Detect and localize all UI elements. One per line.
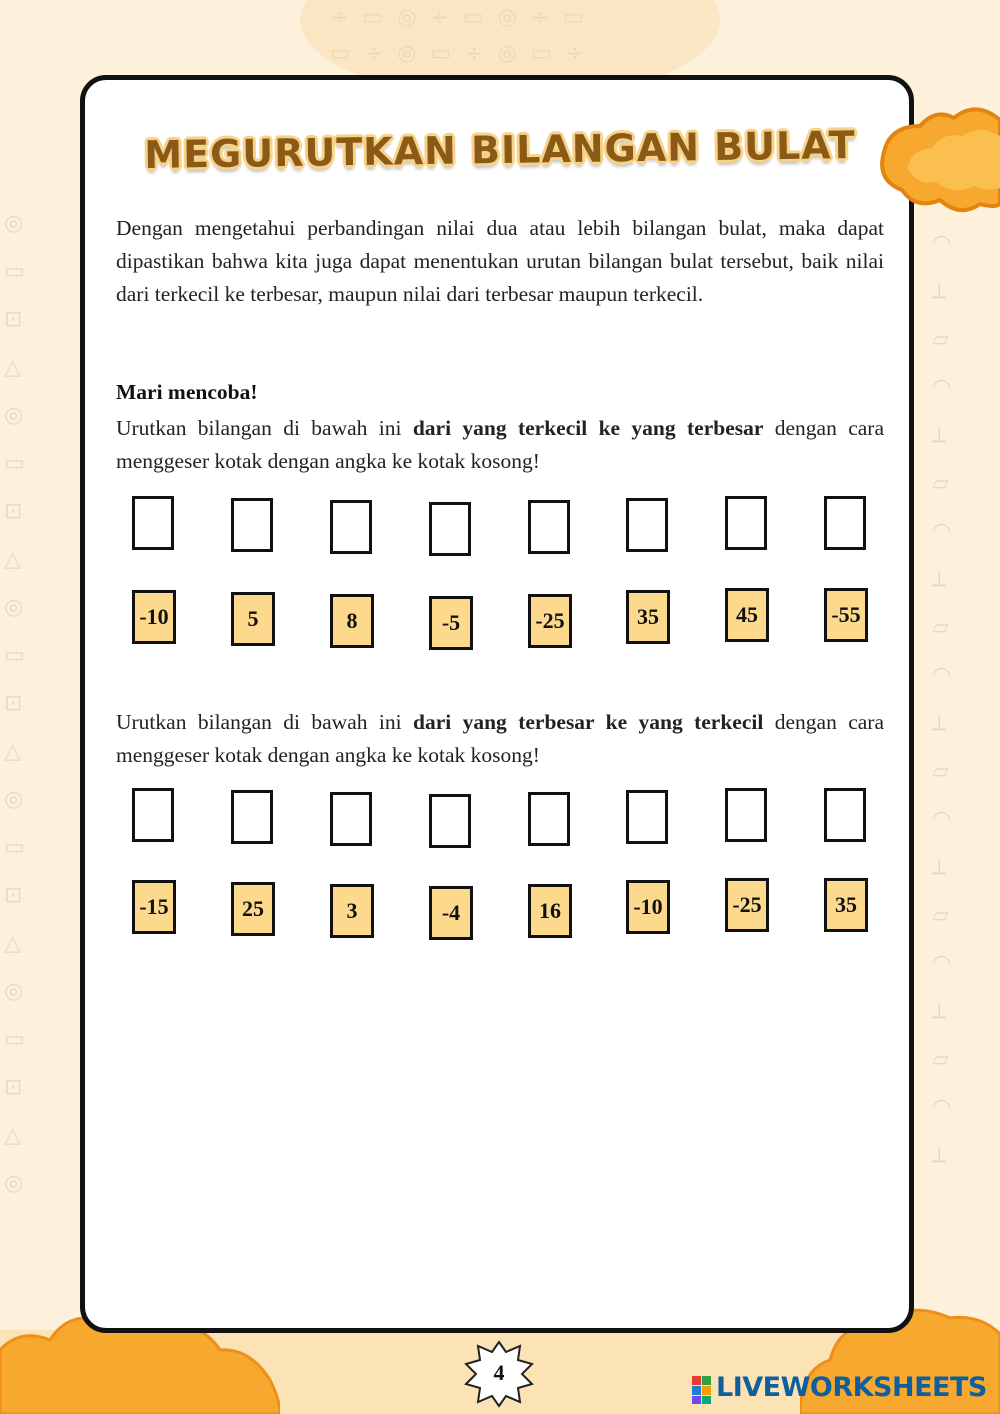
exercise1-drop-slot[interactable] [330,500,372,554]
exercise1-number-tile[interactable]: 5 [231,592,275,646]
exercise2-drop-slot[interactable] [132,788,174,842]
page-title: MEGURUTKAN BILANGAN BULAT [144,123,856,177]
exercise2-number-tile[interactable]: -25 [725,878,769,932]
liveworksheets-logo-icon [692,1376,712,1404]
exercise2-drop-slot[interactable] [330,792,372,846]
exercise1-number-tile[interactable]: 35 [626,590,670,644]
exercise1-instruction-bold: dari yang terkecil ke yang terbesar [412,416,764,440]
math-pattern-left: ◎ ▭ ⊡ △ ◎ ▭ ⊡ △ ◎ ▭ ⊡ △ ◎ ▭ ⊡ △ ◎ ▭ ⊡ △ ◎ [4,211,25,1196]
page-number: 4 [493,1360,505,1385]
exercise2-instruction-bold: dari yang terbesar ke yang terkecil [412,710,764,734]
exercise1-drop-slot[interactable] [231,498,273,552]
math-pattern-top: ÷ ▭ ◎ ÷ ▭ ◎ ÷ ▭ ▭ ÷ ◎ ▭ ÷ ◎ ▭ ÷ [330,5,584,66]
exercise1-drop-slot[interactable] [528,500,570,554]
exercise1-drop-slot[interactable] [725,496,767,550]
exercise1-number-tile[interactable]: -25 [528,594,572,648]
exercise1-drop-slot[interactable] [132,496,174,550]
exercise2-number-tile[interactable]: 3 [330,884,374,938]
exercise1-number-tile[interactable]: 45 [725,588,769,642]
exercise1-number-tile[interactable]: -5 [429,596,473,650]
exercise2-number-tile[interactable]: -10 [626,880,670,934]
exercise2-instruction-post: dengan cara menggeser kotak dengan angka ke kotak kosong! [116,710,885,767]
exercise1-instruction-pre: Urutkan bilangan di bawah ini [116,416,413,440]
exercise1-number-tile[interactable]: -10 [132,590,176,644]
exercise1-number-tile[interactable]: 8 [330,594,374,648]
brand-wordmark[interactable]: LIVEWORKSHEETS [716,1372,987,1403]
exercise2-number-tile[interactable]: 35 [824,878,868,932]
exercise2-drop-slot[interactable] [429,794,471,848]
exercise1-instruction [116,412,884,478]
exercise1-instruction-post: dengan cara menggeser kotak dengan angka ke kotak kosong! [116,416,884,473]
intro-paragraph: Dengan mengetahui perbandingan nilai dua atau lebih bilangan bulat, maka dapat dipastikan bahwa kita juga dapat menentukan urutan bilangan bulat tersebut, baik nilai dari terkecil ke terbesar, maupun nilai dari terbesar maupun terkecil. [116,216,884,306]
exercise2-drop-slot[interactable] [528,792,570,846]
math-pattern-right: ◠ ⟂ ▱ ◠ ⟂ ▱ ◠ ⟂ ▱ ◠ ⟂ ▱ ◠ ⟂ ▱ ◠ ⟂ ▱ ◠ ⟂ [932,231,952,1168]
exercise2-number-tile[interactable]: 25 [231,882,275,936]
exercise2-number-tile[interactable]: -4 [429,886,473,940]
exercise1-drop-slot[interactable] [429,502,471,556]
exercise2-instruction-pre: Urutkan bilangan di bawah ini [116,710,413,734]
exercise2-number-tile[interactable]: 16 [528,884,572,938]
exercise1-drop-slot[interactable] [626,498,668,552]
exercise2-instruction [116,706,884,772]
exercise1-drop-slot[interactable] [824,496,866,550]
exercise2-drop-slot[interactable] [725,788,767,842]
exercise1-number-tile[interactable]: -55 [824,588,868,642]
exercise2-drop-slot[interactable] [626,790,668,844]
try-heading: Mari mencoba! [116,380,258,404]
exercise2-number-tile[interactable]: -15 [132,880,176,934]
exercise2-drop-slot[interactable] [231,790,273,844]
exercise2-drop-slot[interactable] [824,788,866,842]
